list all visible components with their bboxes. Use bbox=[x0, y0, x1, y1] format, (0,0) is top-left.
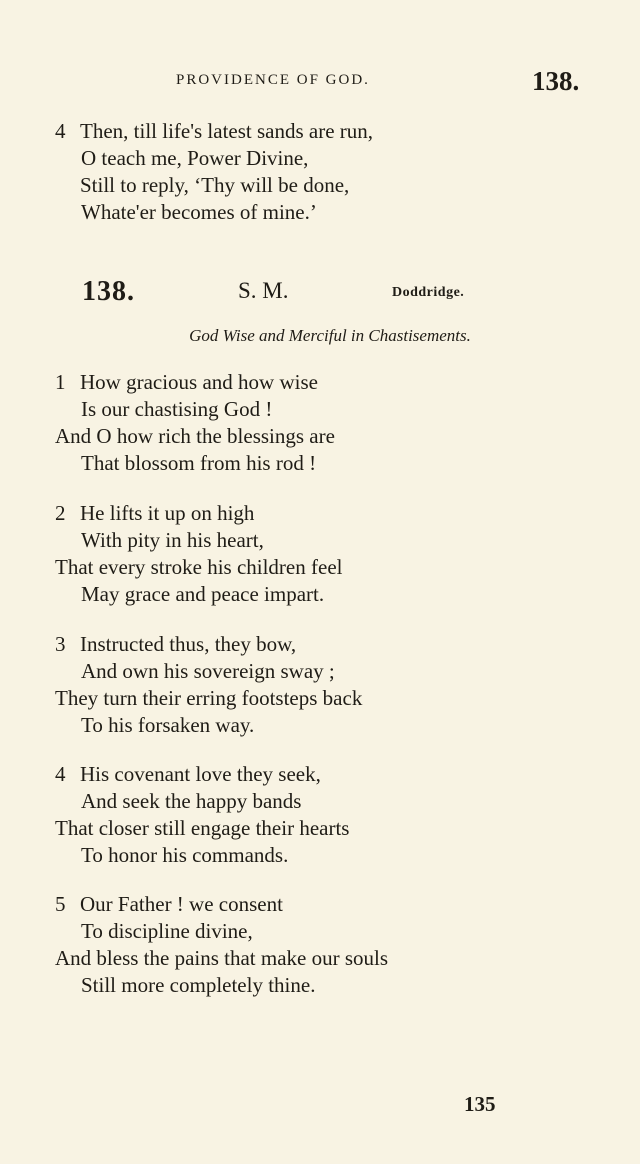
line-text: Whate'er becomes of mine.’ bbox=[81, 200, 317, 224]
line-text: Our Father ! we consent bbox=[80, 892, 283, 916]
stanza-line bbox=[55, 972, 575, 999]
stanza-line bbox=[55, 118, 575, 145]
stanza-line bbox=[55, 712, 575, 739]
stanza-line bbox=[55, 761, 575, 788]
prev-hymn-stanza bbox=[55, 118, 575, 226]
folio-number: 135 bbox=[464, 1092, 496, 1116]
line-text: To honor his commands. bbox=[81, 843, 289, 867]
line-text: And bless the pains that make our souls bbox=[55, 946, 389, 970]
line-text: And own his sovereign sway ; bbox=[81, 659, 335, 683]
stanza-line bbox=[55, 450, 575, 477]
header-page-number: 138. bbox=[532, 66, 580, 96]
stanza-line bbox=[55, 788, 575, 815]
line-text: They turn their erring footsteps back bbox=[55, 686, 363, 710]
stanza-line bbox=[55, 527, 575, 554]
stanza-line bbox=[55, 145, 575, 172]
line-text: How gracious and how wise bbox=[80, 370, 318, 394]
line-text: That closer still engage their hearts bbox=[55, 816, 350, 840]
stanza-line bbox=[55, 199, 575, 226]
stanza-line bbox=[55, 631, 575, 658]
stanza-line bbox=[55, 554, 575, 581]
stanza-number: 4 bbox=[55, 119, 66, 143]
line-text: That blossom from his rod ! bbox=[81, 451, 317, 475]
stanza-2 bbox=[55, 500, 575, 608]
stanza-line bbox=[55, 172, 575, 199]
stanza-number: 3 bbox=[55, 632, 66, 656]
stanza-4 bbox=[55, 761, 575, 869]
stanza-3 bbox=[55, 631, 575, 739]
line-text: Still to reply, ‘Thy will be done, bbox=[80, 173, 350, 197]
stanza-number: 2 bbox=[55, 501, 66, 525]
hymn-meter: S. M. bbox=[238, 278, 289, 303]
stanza-line bbox=[55, 396, 575, 423]
line-text: O teach me, Power Divine, bbox=[81, 146, 309, 170]
line-text: To his forsaken way. bbox=[81, 713, 255, 737]
stanza-line bbox=[55, 891, 575, 918]
stanza-line bbox=[55, 500, 575, 527]
stanza-line bbox=[55, 423, 575, 450]
stanza-5 bbox=[55, 891, 575, 999]
line-text: With pity in his heart, bbox=[81, 528, 264, 552]
line-text: And seek the happy bands bbox=[81, 789, 302, 813]
running-head bbox=[0, 66, 640, 96]
line-text: He lifts it up on high bbox=[80, 501, 255, 525]
stanza-line bbox=[55, 945, 575, 972]
stanza-number: 4 bbox=[55, 762, 66, 786]
hymn-title: God Wise and Merciful in Chastisements. bbox=[189, 326, 471, 345]
line-text: May grace and peace impart. bbox=[81, 582, 325, 606]
stanza-1 bbox=[55, 369, 575, 477]
hymn-number: 138. bbox=[82, 276, 135, 307]
stanza-line bbox=[55, 369, 575, 396]
line-text: His covenant love they seek, bbox=[80, 762, 321, 786]
stanza-line bbox=[55, 581, 575, 608]
line-text: Then, till life's latest sands are run, bbox=[80, 119, 374, 143]
line-text: Is our chastising God ! bbox=[81, 397, 273, 421]
hymn-author: Doddridge. bbox=[392, 285, 465, 300]
line-text: That every stroke his children feel bbox=[55, 555, 343, 579]
stanza-line bbox=[55, 815, 575, 842]
stanza-line bbox=[55, 918, 575, 945]
stanza-number: 5 bbox=[55, 892, 66, 916]
stanza-line bbox=[55, 658, 575, 685]
line-text: And O how rich the blessings are bbox=[55, 424, 335, 448]
stanza-line bbox=[55, 685, 575, 712]
line-text: Instructed thus, they bow, bbox=[80, 632, 297, 656]
stanza-number: 1 bbox=[55, 370, 66, 394]
hymn-header bbox=[0, 276, 640, 310]
line-text: Still more completely thine. bbox=[81, 973, 316, 997]
running-title: PROVIDENCE OF GOD. bbox=[176, 72, 370, 88]
stanza-line bbox=[55, 842, 575, 869]
line-text: To discipline divine, bbox=[81, 919, 253, 943]
